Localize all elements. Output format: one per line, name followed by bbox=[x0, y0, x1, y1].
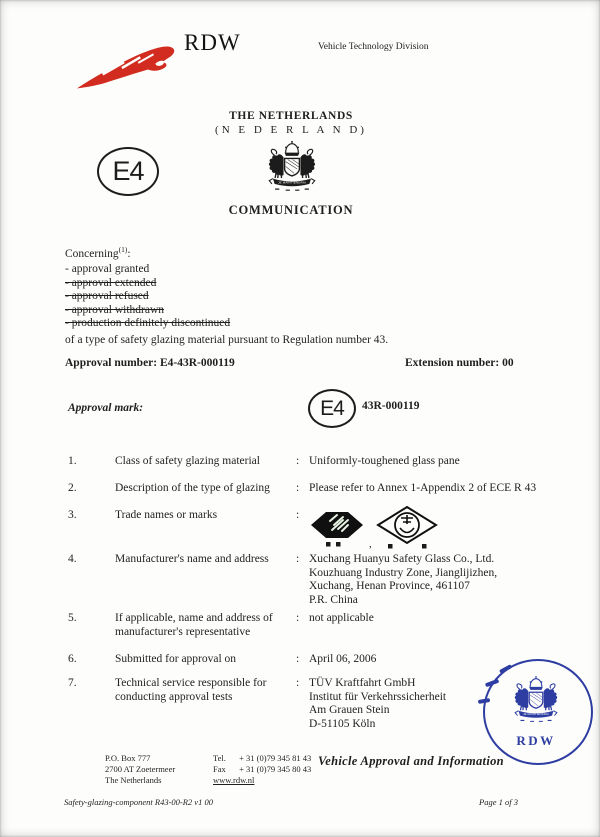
footer-contact bbox=[213, 753, 311, 786]
item-label: Submitted for approval on bbox=[115, 653, 237, 665]
option-approval-extended: - approval extended bbox=[65, 276, 157, 289]
tel-label: Tel. bbox=[213, 753, 226, 763]
item-label: If applicable, name and address of manufacturer's representative bbox=[115, 612, 273, 638]
item-row-submitted-date bbox=[68, 653, 540, 667]
rdw-blue-stamp bbox=[477, 655, 597, 769]
item-value: TÜV Kraftfahrt GmbH Institut für Verkehrssicherheit Am Grauen Stein D-51105 Köln bbox=[309, 677, 447, 730]
item-value: Xuchang Huanyu Safety Glass Co., Ltd. Kouzhuang Industry Zone, Jianglijizhen, Xuchang, Henan Province, 461107 P.R. China bbox=[309, 553, 498, 606]
page-indicator: Page 1 of 3 bbox=[479, 797, 518, 807]
trademark-separator: , bbox=[369, 538, 372, 550]
division-label: Vehicle Technology Division bbox=[318, 42, 429, 52]
fax-number: + 31 (0)79 345 80 43 bbox=[239, 764, 312, 774]
communication-heading: COMMUNICATION bbox=[228, 203, 354, 217]
item-number: 2. bbox=[68, 482, 77, 494]
footnote-ref: (1) bbox=[118, 245, 128, 254]
item-label: Trade names or marks bbox=[115, 509, 218, 521]
netherlands-coat-of-arms-icon bbox=[255, 136, 329, 200]
item-label: Technical service responsible for conducting approval tests bbox=[115, 677, 267, 703]
option-approval-granted: - approval granted bbox=[65, 263, 150, 275]
item-label: Manufacturer's name and address bbox=[115, 553, 269, 565]
hexagon-glass-trademark-icon bbox=[309, 509, 365, 549]
country-subtitle: (N E D E R L A N D) bbox=[215, 124, 367, 136]
approval-mark-circle-text: E4 bbox=[320, 396, 344, 420]
country-title: THE NETHERLANDS bbox=[229, 110, 353, 122]
department-name: Vehicle Approval and Information bbox=[318, 754, 504, 768]
footer-address: P.O. Box 777 2700 AT Zoetermeer The Netherlands bbox=[105, 753, 176, 785]
approval-mark-e4-icon bbox=[308, 389, 356, 428]
item-colon: : bbox=[296, 509, 300, 521]
stamp-rdw-text: RDW bbox=[516, 733, 556, 748]
item-number: 7. bbox=[68, 677, 77, 689]
item-row-class-of-glazing bbox=[68, 455, 540, 469]
rdw-brand-text: RDW bbox=[184, 30, 241, 55]
extension-number: Extension number: 00 bbox=[405, 357, 514, 369]
item-colon: : bbox=[296, 653, 300, 665]
approval-mark-label: Approval mark: bbox=[68, 402, 144, 414]
subject-line: of a type of safety glazing material pursuant to Regulation number 43. bbox=[65, 334, 389, 346]
item-label: Class of safety glazing material bbox=[115, 455, 260, 467]
option-production-discontinued: - production definitely discontinued bbox=[65, 317, 231, 329]
item-row-manufacturer bbox=[68, 553, 540, 607]
rdw-swoosh-logo-icon bbox=[76, 40, 178, 94]
item-value: Please refer to Annex 1-Appendix 2 of ECE R 43 bbox=[309, 482, 537, 494]
item-colon: : bbox=[296, 612, 300, 624]
item-row-trade-names bbox=[68, 509, 540, 549]
tel-number: + 31 (0)79 345 81 43 bbox=[239, 753, 312, 763]
website-link[interactable]: www.rdw.nl bbox=[213, 775, 255, 785]
fax-label: Fax bbox=[213, 764, 226, 774]
option-approval-refused: - approval refused bbox=[65, 290, 149, 302]
diamond-circle-trademark-icon bbox=[376, 505, 438, 549]
approval-mark-number: 43R-000119 bbox=[362, 400, 420, 412]
item-number: 3. bbox=[68, 509, 77, 521]
approval-number: Approval number: E4-43R-000119 bbox=[65, 357, 235, 369]
item-number: 4. bbox=[68, 553, 77, 565]
item-row-representative bbox=[68, 612, 540, 639]
approval-options-list bbox=[65, 263, 230, 331]
item-number: 6. bbox=[68, 653, 77, 665]
item-number: 1. bbox=[68, 455, 77, 467]
item-label: Description of the type of glazing bbox=[115, 482, 270, 494]
item-colon: : bbox=[296, 482, 300, 494]
item-row-technical-service bbox=[68, 677, 540, 731]
item-row-description bbox=[68, 482, 540, 496]
item-value: April 06, 2006 bbox=[309, 653, 377, 665]
item-value: Uniformly-toughened glass pane bbox=[309, 455, 460, 467]
item-colon: : bbox=[296, 553, 300, 565]
trademark-logos bbox=[309, 505, 540, 549]
e4-mark-text: E4 bbox=[112, 156, 144, 186]
stamp-coat-of-arms-icon bbox=[502, 671, 570, 731]
e4-approval-mark-icon bbox=[97, 147, 159, 196]
item-colon: : bbox=[296, 455, 300, 467]
item-number: 5. bbox=[68, 612, 77, 624]
item-value: not applicable bbox=[309, 612, 374, 624]
option-approval-withdrawn: - approval withdrawn bbox=[65, 303, 164, 316]
document-reference: Safety-glazing-component R43-00-R2 v1 00 bbox=[64, 797, 213, 807]
item-colon: : bbox=[296, 677, 300, 689]
concerning-label: Concerning$^{(1)}$: bbox=[65, 245, 131, 260]
